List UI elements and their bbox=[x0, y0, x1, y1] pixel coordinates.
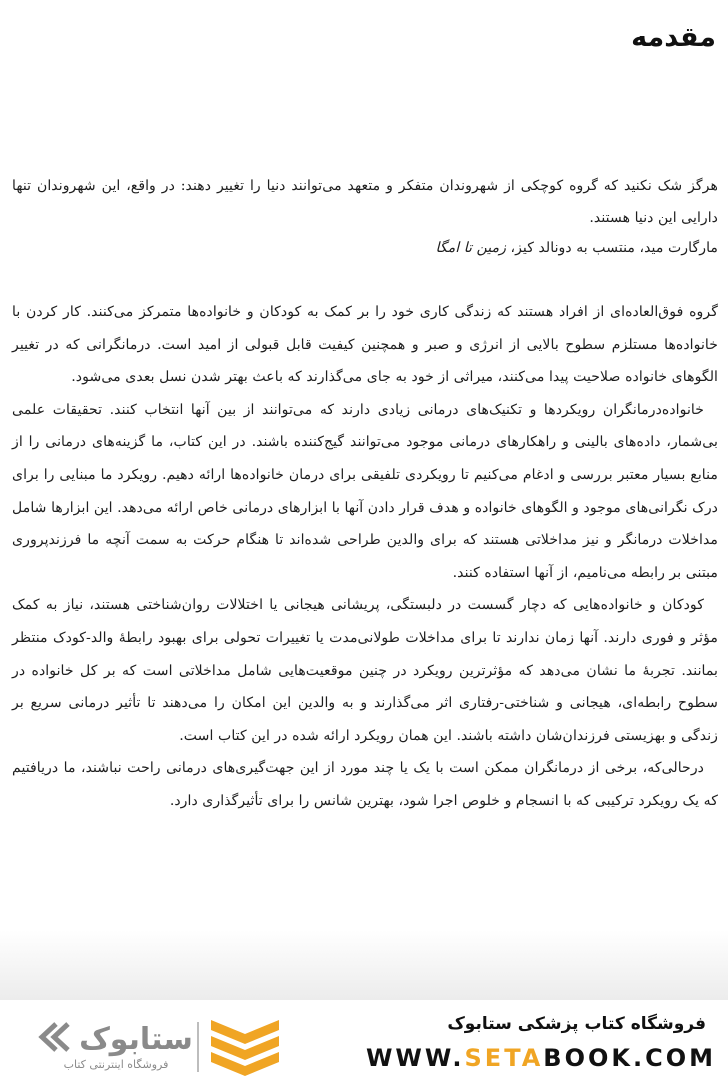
logo-wordmark-text: ستابوک bbox=[79, 1022, 193, 1057]
paragraph-4: درحالی‌که، برخی از درمانگران ممکن است با یک یا چند مورد از این جهت‌گیری‌های درمانی راحت نباشند، ما دریافتیم که یک رویکرد ترکیبی که با انسجام و خلوص اجرا شود، بهترین شانس را برای تأثیرگذاری دارد. bbox=[12, 760, 718, 809]
store-footer bbox=[0, 1000, 728, 1080]
logo-divider bbox=[197, 1022, 199, 1072]
store-name: فروشگاه کتاب پزشکی ستابوک bbox=[447, 1014, 706, 1034]
logo-subtitle: فروشگاه اینترنتی کتاب bbox=[63, 1058, 169, 1071]
epigraph-quote: هرگز شک نکنید که گروه کوچکی از شهروندان متفکر و متعهد می‌توانند دنیا را تغییر دهند: در واقع، این شهروندان تنها دارایی این دنیا هستند. bbox=[12, 178, 718, 226]
paragraph-3: کودکان و خانواده‌هایی که دچار گسست در دلبستگی، پریشانی هیجانی یا اختلالات روان‌شناختی هستند، نیاز به کمک مؤثر و فوری دارند. آنها زمان ندارند تا برای مداخلات طولانی‌مدت یا تغییرات تحولی برای بهبود رابطهٔ والد-کودک منتظر بمانند. تجربهٔ ما نشان می‌دهد که مؤثرترین رویکرد در چنین موقعیت‌هایی شامل مداخلاتی است که بر کل خانواده در سطوح رابطه‌ای، هیجانی و شناختی-رفتاری اثر می‌گذارند و به والدین این امکان را می‌دهند تا تأثیر درمانی سریع بر زندگی و بهزیستی فرزندان‌شان داشته باشند. این همان رویکرد ارائه شده در این کتاب است. bbox=[12, 597, 718, 744]
paragraph-2: خانواده‌درمانگران رویکردها و تکنیک‌های درمانی زیادی دارند که می‌توانند از بین آنها انتخاب کنند. تحقیقات علمی بی‌شمار، داده‌های بالینی و راهکارهای درمانی موجود می‌توانند گیج‌کننده باشند. در این کتاب، ما گزینه‌های درمانی را از منابع بسیار معتبر بررسی و ادغام می‌کنیم تا رویکردی تلفیقی برای درمان خانواده‌ها ارائه دهیم. رویکرد ما مبنایی را برای درک نگرانی‌های موجود و الگوهای خانواده و هدف قرار دادن آنها با ابزارهای درمانی خاص ارائه می‌دهد. این ابزارها شامل مداخلات درمانگر و نیز مداخلاتی هستند که برای والدین طراحی شده‌اند تا هنگام حرکت به سمت آنچه ما فرزندپروری مبتنی بر رابطه می‌نامیم، از آنها استفاده کنند. bbox=[12, 401, 718, 581]
url-prefix: WWW. bbox=[365, 1044, 465, 1072]
attribution-author: مارگارت مید، منتسب به دونالد کیز، bbox=[506, 240, 718, 256]
body-text bbox=[12, 296, 718, 818]
epigraph-attribution bbox=[12, 232, 718, 264]
attribution-book-title: زمین تا امگا bbox=[435, 240, 507, 256]
page-title: مقدمه bbox=[631, 22, 716, 53]
store-url[interactable] bbox=[366, 1044, 716, 1072]
setabook-wordmark-logo bbox=[38, 1016, 193, 1058]
url-accent: SETA bbox=[464, 1044, 544, 1072]
url-suffix: BOOK.COM bbox=[543, 1044, 716, 1072]
epigraph bbox=[12, 170, 718, 234]
chevron-logo-icon bbox=[205, 1016, 285, 1076]
paragraph-1: گروه فوق‌العاده‌ای از افراد هستند که زندگی کاری خود را بر کمک به کودکان و خانواده‌ها متمرکز می‌کنند. کار کردن با خانواده‌ها مستلزم سطوح بالایی از انرژی و صبر و همچنین کیفیت قابل قبولی از امید است. درمانگرانی که در تغییر الگوهای خانواده صلاحیت پیدا می‌کنند، میراثی از خود به جای می‌گذارند که باعث بهتر شدن نسل بعدی می‌شود. bbox=[12, 304, 718, 386]
